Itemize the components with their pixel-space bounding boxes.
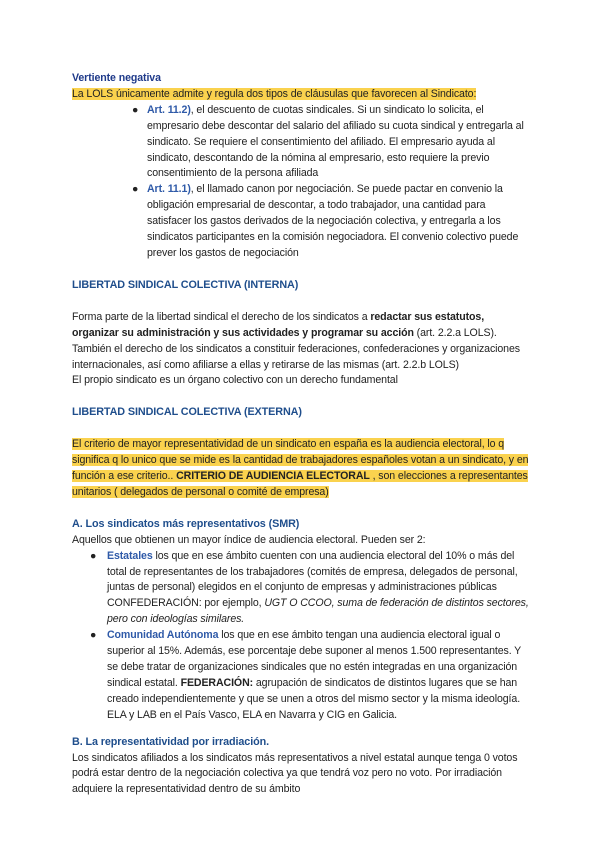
smr-intro: Aquellos que obtienen un mayor índice de audiencia electoral. Pueden ser 2:	[72, 533, 426, 546]
bullet-icon: ●	[90, 549, 97, 562]
article-ref: Art. 11.2)	[147, 103, 191, 116]
list-item-italic: UGT O CCOO, suma de federación de distintos sectores, pero con ideologías similares.	[107, 597, 529, 626]
bullet-icon: ●	[90, 629, 97, 642]
vertiente-intro	[72, 87, 532, 103]
irradiacion-paragraph: Los sindicatos afiliados a los sindicatos más representativos a nivel estatal aunque tenga 0 votos podrá estar dentro de la negociación colectiva ya que tendrá voz pero no voto. Por irradiación adquiere la representatividad dentro de su ámbito	[72, 751, 518, 796]
interna-heading: LIBERTAD SINDICAL COLECTIVA (INTERNA)	[72, 278, 299, 291]
document-content	[72, 71, 532, 798]
list-item	[72, 182, 532, 262]
interna-text-a: Forma parte de la libertad sindical el derecho de los sindicatos a	[72, 310, 371, 323]
interna-paragraph-3: El propio sindicato es un órgano colectivo con un derecho fundamental	[72, 374, 398, 387]
list-item	[72, 103, 532, 183]
irradiacion-heading: B. La representatividad por irradiación.	[72, 735, 269, 748]
externa-heading: LIBERTAD SINDICAL COLECTIVA (EXTERNA)	[72, 406, 302, 419]
interna-paragraph-2: También el derecho de los sindicatos a constituir federaciones, confederaciones y organizaciones internacionales, así como afiliarse a ellas y retirarse de las mismas (art. 2.2.b LOLS)	[72, 342, 520, 371]
list-item	[72, 628, 532, 723]
vertiente-heading: Vertiente negativa	[72, 72, 161, 84]
list-item-text-b: agrupación de sindicatos de distintos lugares que se han creado independientemente y que se unen a otros del mismo sector y la misma ideología. ELA y LAB en el País Vasco, ELA en Navarra y CIG en Galicia.	[107, 676, 521, 721]
externa-text-a: El criterio de mayor representatividad de un sindicato en españa es la audiencia electoral, lo q significa q lo unico que se mide es la cantidad de trabajadores españoles votan a un sindicato, y en función a ese criterio..	[72, 438, 529, 483]
list-item-text: los que en ese ámbito tengan una audiencia electoral igual o superior al 15%. Además, ese porcentaje debe suponer al menos 1.500 representantes. Y se debe tratar de organizaciones sindicales que no estén integradas en una organización sindical estatal.	[107, 629, 521, 689]
bullet-icon: ●	[132, 183, 139, 196]
list-item-bold: FEDERACIÓN:	[180, 676, 254, 689]
externa-paragraph	[72, 437, 532, 501]
smr-term: Estatales	[107, 549, 153, 562]
list-item-text: , el llamado canon por negociación. Se puede pactar en convenio la obligación empresarial de descontar, a todo trabajador, una cantidad para satisfacer los gastos derivados de la negociación colectiva, y entregarla a los sindicatos participantes en la comisión negociadora. El convenio colectivo puede prever los gastos de negociación	[147, 183, 519, 259]
smr-heading: A. Los sindicatos más representativos (SMR)	[72, 517, 300, 530]
vertiente-intro-text: La LOLS únicamente admite y regula dos tipos de cláusulas que favorecen al Sindicato:	[72, 87, 477, 100]
smr-list	[72, 549, 532, 724]
vertiente-list	[72, 103, 532, 262]
list-item-text: los que en ese ámbito cuenten con una audiencia electoral del 10% o más del total de representantes de los trabajadores (comités de empresa, delegados de personal, juntas de personal) elegidos en el conjunto de empresas y administraciones públicas CONFEDERACIÓN: por ejemplo,	[107, 549, 518, 610]
interna-paragraph	[72, 310, 532, 342]
list-item	[72, 549, 532, 629]
interna-text-bold: redactar sus estatutos, organizar su administración y sus actividades y programar su acción	[72, 310, 485, 339]
article-ref: Art. 11.1)	[147, 183, 191, 196]
smr-term: Comunidad Autónoma	[107, 629, 219, 642]
externa-text-bold: CRITERIO DE AUDIENCIA ELECTORAL	[176, 470, 370, 483]
externa-text-b: , son elecciones a representantes unitarios ( delegados de personal o comité de empresa)	[72, 470, 528, 498]
bullet-icon: ●	[132, 103, 139, 116]
list-item-text: , el descuento de cuotas sindicales. Si un sindicato lo solicita, el empresario debe descontar del salario del afiliado su cuota sindical y entregarla al sindicato. Se requiere el consentimiento del afiliado. El empresario ayuda al sindicato, descontando de la nómina al empresario, esto requiere la previo consentimiento de la persona afiliada	[147, 103, 524, 180]
interna-text-b: (art. 2.2.a LOLS).	[413, 326, 497, 339]
